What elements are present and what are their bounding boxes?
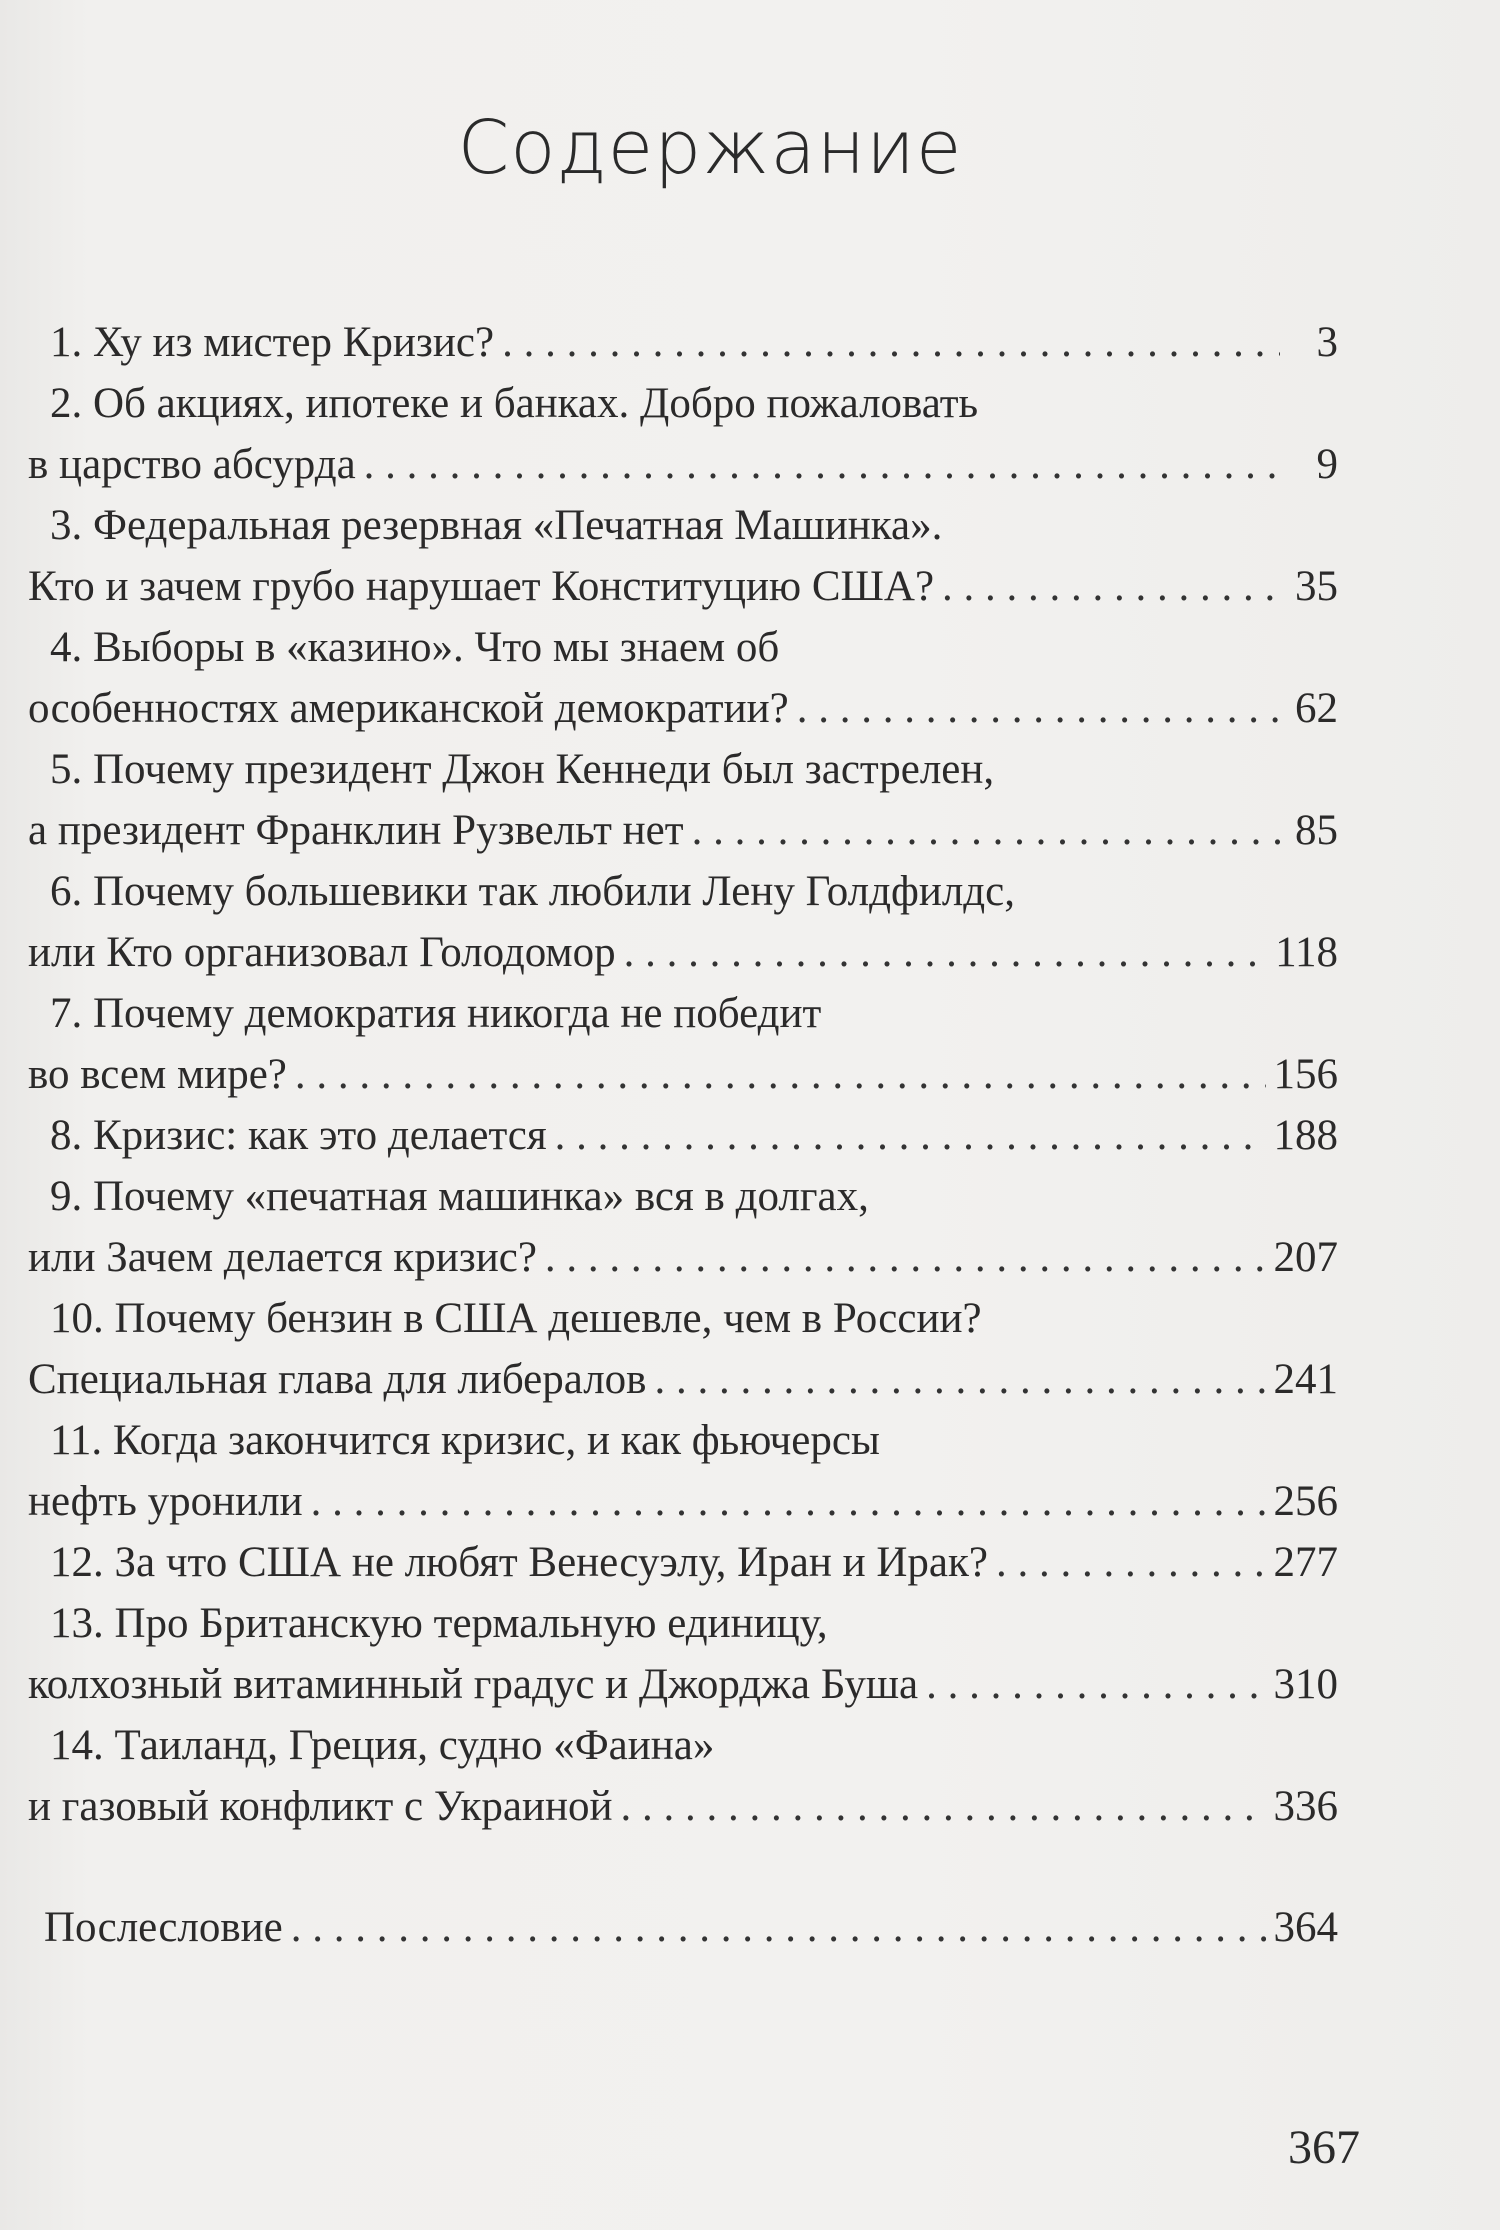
toc-entry-line-with-page	[28, 1776, 1338, 1837]
toc-entry-text: в царство абсурда	[28, 441, 356, 488]
toc-page-number: 9	[1316, 441, 1338, 488]
dot-leader	[545, 1227, 1266, 1288]
toc-entry-line	[28, 1288, 1338, 1349]
toc-entry-text: колхозный витаминный градус и Джорджа Буша	[28, 1661, 919, 1708]
toc-entry-line-with-page	[28, 678, 1338, 739]
toc-entry-text: Кто и зачем грубо нарушает Конституцию США?	[28, 563, 935, 610]
dot-leader	[996, 1532, 1266, 1593]
toc-entry-text: 3. Федеральная резервная «Печатная Машинка».	[50, 502, 943, 549]
toc-entry-line-with-page	[28, 1532, 1338, 1593]
toc-entry-line-with-page	[28, 1471, 1338, 1532]
toc-entry-text: 6. Почему большевики так любили Лену Голдфилдс,	[50, 868, 1016, 915]
dot-leader	[621, 1776, 1266, 1837]
toc-entry-text: 14. Таиланд, Греция, судно «Фаина»	[50, 1722, 715, 1769]
toc-entry-line	[28, 617, 1338, 678]
toc-entry-line-with-page	[28, 1349, 1338, 1410]
toc-entry-line	[28, 1593, 1338, 1654]
toc-entry-text: особенностях американской демократии?	[28, 685, 789, 732]
toc-entry-text: Специальная глава для либералов	[28, 1356, 647, 1403]
page-number: 367	[1288, 2121, 1360, 2174]
toc-entry-line	[28, 1166, 1338, 1227]
toc-entry-line-with-page	[28, 556, 1338, 617]
toc-entry-text: 9. Почему «печатная машинка» вся в долгах,	[50, 1173, 869, 1220]
toc-entry-text: 5. Почему президент Джон Кеннеди был застрелен,	[50, 746, 995, 793]
toc-page-number: 85	[1295, 807, 1338, 854]
toc-entry-line-with-page	[28, 1654, 1338, 1715]
toc-entry-line-with-page	[28, 312, 1338, 373]
toc-entry-line-with-page	[28, 1044, 1338, 1105]
dot-leader	[295, 1044, 1266, 1105]
toc-entry-text: или Зачем делается кризис?	[28, 1234, 537, 1281]
dot-leader	[624, 922, 1267, 983]
toc-page-number: 241	[1273, 1356, 1338, 1403]
toc-entry-line	[28, 1715, 1338, 1776]
toc-entry-text: Послесловие	[44, 1904, 283, 1951]
toc-page-number: 156	[1273, 1051, 1338, 1098]
dot-leader	[364, 434, 1280, 495]
toc-entry-text: а президент Франклин Рузвельт нет	[28, 807, 684, 854]
toc-page-number: 188	[1273, 1112, 1338, 1159]
toc-entry-line-with-page	[28, 1227, 1338, 1288]
toc-entry-line	[28, 861, 1338, 922]
toc-page-number: 35	[1295, 563, 1338, 610]
dot-leader	[502, 312, 1280, 373]
toc-page-number: 277	[1273, 1539, 1338, 1586]
toc-entry-text: или Кто организовал Голодомор	[28, 929, 616, 976]
toc-entry-text: нефть уронили	[28, 1478, 303, 1525]
toc-entry-text: 11. Когда закончится кризис, и как фьючерсы	[50, 1417, 880, 1464]
toc-page-number: 336	[1273, 1783, 1338, 1830]
toc-page-number: 310	[1273, 1661, 1338, 1708]
toc-entry-line	[28, 495, 1338, 556]
toc-entry-text: 2. Об акциях, ипотеке и банках. Добро пожаловать	[50, 380, 979, 427]
toc-page-number: 118	[1275, 929, 1338, 976]
toc-entry-text: 12. За что США не любят Венесуэлу, Иран и Ирак?	[50, 1539, 988, 1586]
table-of-contents	[28, 312, 1338, 1958]
toc-page-number: 256	[1273, 1478, 1338, 1525]
dot-leader	[692, 800, 1280, 861]
toc-entry-line-with-page	[28, 922, 1338, 983]
toc-page-number: 3	[1316, 319, 1338, 366]
toc-entry-text: во всем мире?	[28, 1051, 287, 1098]
toc-entry-text: 1. Ху из мистер Кризис?	[50, 319, 495, 366]
toc-entry-line	[28, 739, 1338, 800]
toc-entry-text: 10. Почему бензин в США дешевле, чем в России?	[50, 1295, 982, 1342]
toc-entry-line-with-page	[28, 434, 1338, 495]
toc-entry-text: 13. Про Британскую термальную единицу,	[50, 1600, 828, 1647]
dot-leader	[654, 1349, 1265, 1410]
dot-leader	[555, 1105, 1266, 1166]
toc-entry-line	[28, 373, 1338, 434]
dot-leader	[291, 1897, 1266, 1958]
dot-leader	[926, 1654, 1265, 1715]
toc-entry-text: 4. Выборы в «казино». Что мы знаем об	[50, 624, 780, 671]
toc-entry-text: 7. Почему демократия никогда не победит	[50, 990, 822, 1037]
toc-entry-text: и газовый конфликт с Украиной	[28, 1783, 613, 1830]
toc-page-number: 62	[1295, 685, 1338, 732]
spacer	[28, 1837, 1338, 1897]
toc-entry-line-with-page	[28, 800, 1338, 861]
toc-entry-text: 8. Кризис: как это делается	[50, 1112, 547, 1159]
toc-entry-line-with-page	[28, 1105, 1338, 1166]
toc-page-number: 364	[1273, 1904, 1338, 1951]
toc-afterword	[28, 1897, 1338, 1958]
dot-leader	[311, 1471, 1266, 1532]
toc-page-number: 207	[1273, 1234, 1338, 1281]
page-title: Содержание	[457, 105, 963, 191]
dot-leader	[942, 556, 1280, 617]
dot-leader	[797, 678, 1280, 739]
toc-entry-line	[28, 983, 1338, 1044]
toc-entry-line	[28, 1410, 1338, 1471]
